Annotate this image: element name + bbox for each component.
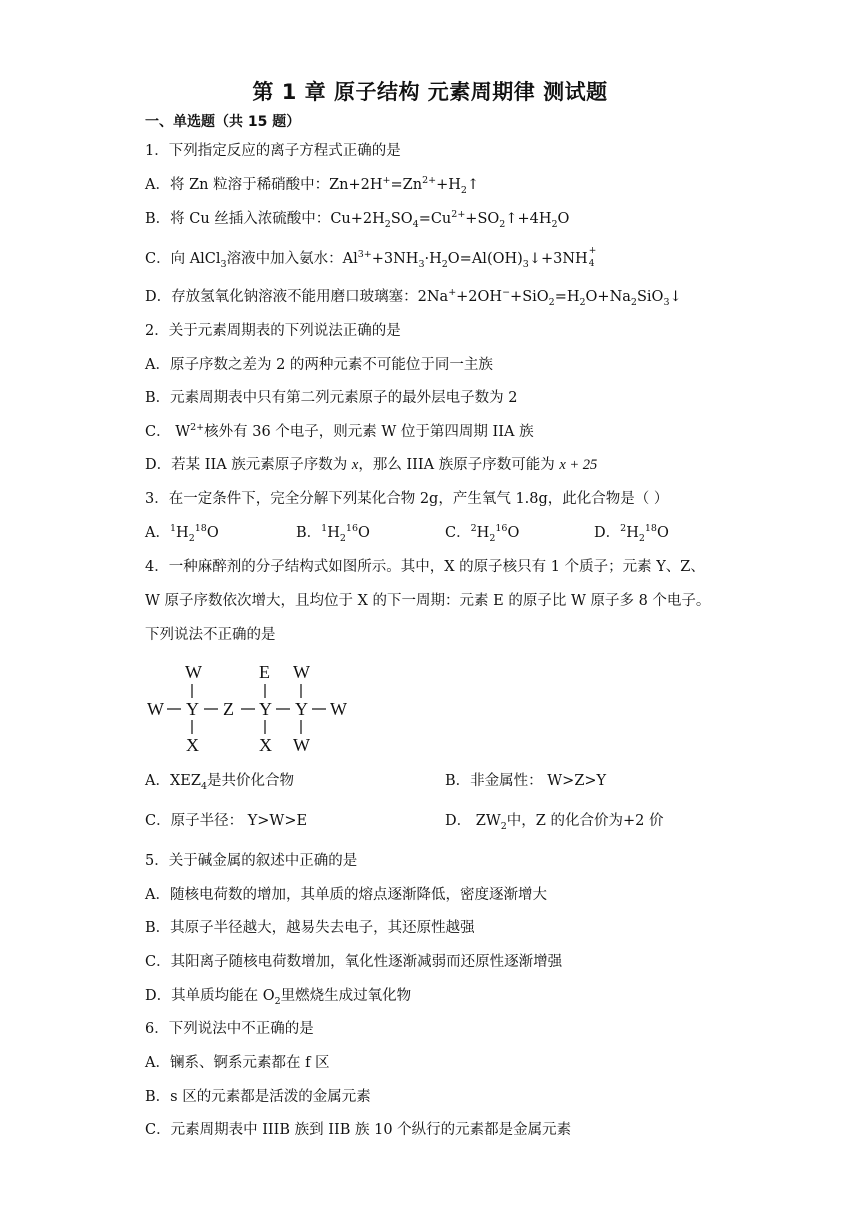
question-2-stem: 2．关于元素周期表的下列说法正确的是 — [145, 323, 401, 339]
struct-mid-5: Y — [295, 699, 308, 719]
question-5-stem: 5．关于碱金属的叙述中正确的是 — [145, 853, 358, 869]
struct-mid-4: Y — [259, 699, 272, 719]
struct-mid-3: Z — [223, 699, 234, 719]
struct-mid-6: W — [330, 699, 347, 719]
question-1-option-d: D．存放氢氧化钠溶液不能用磨口玻璃塞：$2Na^++2OH^-+SiO_2=H_2O+Na_2SiO_3↓$ — [145, 287, 682, 308]
question-1-option-c: C．向 AlCl$_3$溶液中加入氨水：$Al^{3+}+3NH_3\cdot H_2O=Al(OH)_3↓+3NH$ + 4 — [145, 246, 597, 270]
struct-top-3: W — [293, 662, 310, 682]
question-4-line-3: 下列说法不正确的是 — [145, 627, 276, 643]
question-1-option-b: B．将 Cu 丝插入浓硫酸中：$Cu+2H_2SO_4=Cu^{2+}+SO_2↑+4H_2O$ — [145, 209, 570, 230]
struct-top-2: E — [259, 662, 270, 682]
molecular-structure-diagram — [145, 660, 365, 756]
question-3-stem: 3．在一定条件下，完全分解下列某化合物 2g，产生氧气 1.8g，此化合物是（ ） — [145, 491, 669, 507]
question-4-option-b: B．非金属性： W>Z>Y — [445, 773, 607, 789]
question-1-stem: 1．下列指定反应的离子方程式正确的是 — [145, 143, 401, 159]
question-2-option-b: B．元素周期表中只有第二列元素原子的最外层电子数为 2 — [145, 390, 518, 406]
question-4-line-2: W 原子序数依次增大，且均位于 X 的下一周期：元素 E 的原子比 W 原子多 8 个电子。 — [145, 593, 711, 609]
question-5-option-c: C．其阳离子随核电荷数增加，氧化性逐渐减弱而还原性逐渐增强 — [145, 954, 563, 970]
question-3-option-b: B．$^1H_2^{16}O$ — [296, 523, 370, 544]
page-title: 第 1 章 原子结构 元素周期律 测试题 — [252, 80, 608, 104]
question-6-stem: 6．下列说法中不正确的是 — [145, 1021, 314, 1037]
question-4-option-a: A．$XEZ_4$是共价化合物 — [145, 773, 295, 792]
question-2-option-c: C． $W^{2+}$核外有 36 个电子，则元素 W 位于第四周期 IIA 族 — [145, 422, 534, 440]
question-3-option-d: D．$^2H_2^{18}O$ — [594, 523, 669, 544]
question-4-option-c: C．原子半径： Y>W>E — [145, 813, 308, 829]
question-6-option-a: A．镧系、锕系元素都在 f 区 — [145, 1055, 330, 1071]
question-5-option-b: B．其原子半径越大，越易失去电子，其还原性越强 — [145, 920, 475, 936]
question-4-option-d: D． $ZW_2$中，Z 的化合价为+2 价 — [445, 813, 664, 832]
question-2-option-d: D．若某 IIA 族元素原子序数为 x，那么 IIIA 族原子序数可能为 x + 25 — [145, 457, 598, 473]
section-heading: 一、单选题（共 15 题） — [145, 114, 301, 130]
question-5-option-d: D．其单质均能在 $O_2$里燃烧生成过氧化物 — [145, 988, 412, 1007]
struct-bottom-3: W — [293, 735, 310, 755]
question-1-option-a: A．将 Zn 粒溶于稀硝酸中：$Zn+2H^+=Zn^{2+}+H_2↑$ — [145, 175, 480, 196]
question-4-line-1: 4．一种麻醉剂的分子结构式如图所示。其中，X 的原子核只有 1 个质子；元素 Y、Z、 — [145, 559, 705, 575]
struct-bottom-1: X — [186, 735, 199, 755]
question-2-option-a: A．原子序数之差为 2 的两种元素不可能位于同一主族 — [145, 357, 493, 373]
struct-top-1: W — [185, 662, 202, 682]
question-3-option-a: A．$^1H_2^{18}O$ — [145, 523, 219, 544]
question-6-option-c: C．元素周期表中 IIIB 族到 IIB 族 10 个纵行的元素都是金属元素 — [145, 1122, 572, 1138]
struct-mid-1: W — [147, 699, 164, 719]
question-3-option-c: C．$^2H_2^{16}O$ — [445, 523, 520, 544]
question-5-option-a: A．随核电荷数的增加，其单质的熔点逐渐降低，密度逐渐增大 — [145, 887, 547, 903]
struct-bottom-2: X — [259, 735, 272, 755]
struct-mid-2: Y — [186, 699, 199, 719]
question-6-option-b: B．s 区的元素都是活泼的金属元素 — [145, 1089, 371, 1105]
